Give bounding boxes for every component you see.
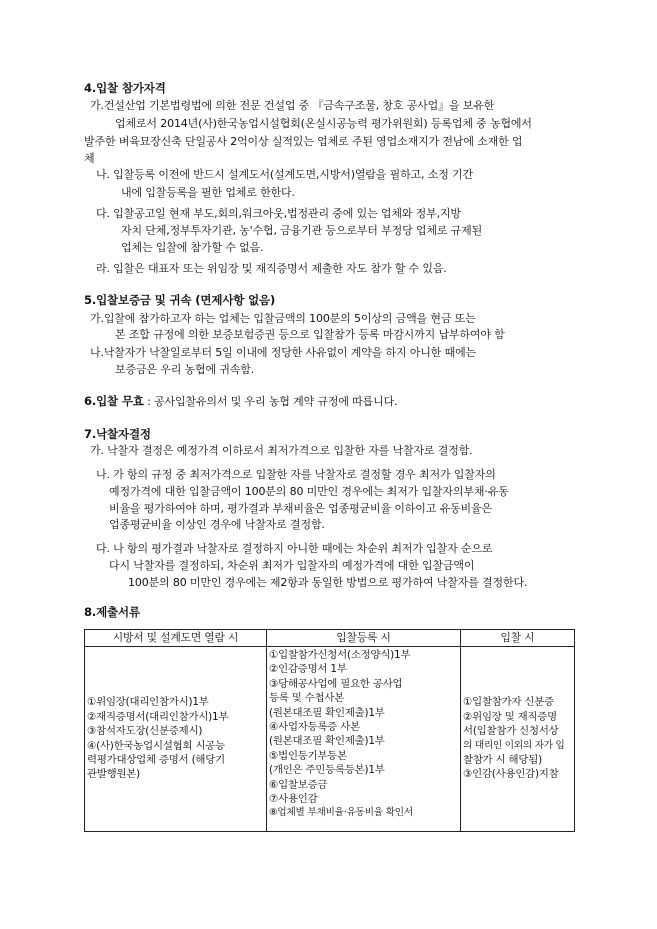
section-5-na-line-1: 나.낙찰자가 낙찰일로부터 5일 이내에 정당한 사유없이 계약을 하지 아니한 때에는 [90,346,477,359]
section-6-text: : 공사입찰유의서 및 우리 농협 계약 규정에 따릅니다. [143,395,398,408]
list-item: (개인은 주민등록등본)1부 [269,764,385,777]
list-item: 관발행원본) [87,768,141,781]
section-4-ga-line-4: 체 [84,152,95,165]
cell-bid-registration [267,647,461,832]
header-bid-registration: 입찰등록 시 [267,630,461,647]
section-4-ga-line-1: 가.건설산업 기본법령법에 의한 전문 건설업 중 『금속구조물, 창호 공사업』을 보유한 [90,99,495,112]
section-4-ga-line-2: 업체로서 2014년(사)한국농업시설협회(온실시공능력 평가위원회) 등록업체 중 농협에서 [115,117,532,130]
list-item: ③당해공사업에 필요한 공사업 [269,677,403,690]
section-7-da-line-3: 100분의 80 미만인 경우에는 제2항과 동일한 방법으로 평가하여 낙찰자를 결정한다. [128,576,528,589]
section-8-title: 8.제출서류 [84,605,140,619]
list-item: ①위임장(대리인참가시)1부 [87,696,209,709]
section-4-da-line-2: 자치 단체,정부투자기관, 농'수협, 금융기관 등으로부터 부정당 업체로 규제된 [121,224,483,237]
section-4-ga-line-3: 발주한 벼육묘장신축 단일공사 2억이상 실적있는 업체로 주된 영업소재지가 전남에 소재한 업 [84,135,523,148]
section-7-ga-line: 가. 낙찰자 결정은 예정가격 이하로서 최저가격으로 입찰한 자를 낙찰자로 결정함. [90,444,473,457]
list-item: ③참석자도장(신분증제시) [87,725,203,738]
header-bidding: 입찰 시 [461,630,575,647]
list-item: (원본대조필 확인제출)1부 [269,706,385,719]
section-4-da-line-3: 업체는 입찰에 참가할 수 없음. [121,241,264,254]
list-item: ⑧업체별 부채비율·유동비율 확인서 [269,807,413,819]
table-header-row [85,630,575,647]
table-row [85,647,575,832]
section-6-line [84,394,397,409]
submission-documents-table [84,629,575,832]
section-5-ga-line-1: 가.입찰에 참가하고자 하는 업체는 입찰금액의 100분의 5이상의 금액을 현금 또는 [90,312,476,325]
section-4-na-line-2: 내에 입찰등록을 필한 업체로 한한다. [121,186,295,199]
section-7-da-line-1: 다. 나 항의 평가결과 낙찰자로 결정하지 아니한 때에는 차순위 최저가 입찰자 순으로 [96,542,493,555]
header-document-viewing: 시방서 및 설계도면 열람 시 [85,630,267,647]
section-4-ra-line: 라. 입찰은 대표자 또는 위임장 및 재직증명서 제출한 자도 참가 할 수 있음. [96,262,447,275]
section-5-ga-line-2: 본 조합 규정에 의한 보증보험증권 등으로 입찰참가 등록 마감시까지 납부하여야 함 [115,328,505,341]
submission-documents-table-wrap [84,629,574,832]
list-item: ③인감(사용인감)지참 [463,768,559,781]
list-item: ⑦사용인감 [269,793,318,806]
section-5-na-line-2: 보증금은 우리 농협에 귀속함. [115,363,255,376]
list-item: ④사업자등록증 사본 [269,721,360,734]
list-item: ④(사)한국농업시설협회 시공능 [87,739,225,752]
section-6-title: 6.입찰 무효 [84,394,144,408]
list-item: 의 대리인 이외의 자가 입 [463,739,565,751]
cell-bidding [461,647,575,832]
section-7-na-line-3: 비율을 평가하여야 하며, 평가결과 부채비율은 업종평균비율 이하이고 유동비율은 [109,502,492,515]
section-7-na-line-1: 나. 가 항의 규정 중 최저가격으로 입찰한 자를 낙찰자로 결정할 경우 최저가 입찰자의 [96,468,496,481]
list-item: 력평가대상업체 증명서 (해당기 [87,753,225,766]
section-7-da-line-2: 다시 낙찰자를 결정하되, 차순위 최저가 입찰자의 예정가격에 대한 입찰금액이 [109,559,475,572]
list-item: ②인감증명서 1부 [269,663,347,676]
list-item: 찰참가 시 해당됨) [463,753,542,766]
section-7-na-line-4: 업종평균비율 이상인 경우에 낙찰자로 결정함. [109,518,325,531]
section-5-title: 5.입찰보증금 및 귀속 (면제사항 없음) [84,293,276,307]
list-item: ①입찰참가자 신분증 [463,696,554,709]
section-7-title: 7.낙찰자결정 [84,427,151,441]
list-item: ⑤법인등기부등본 [269,749,347,762]
section-4-da-line-1: 다. 입찰공고일 현재 부도,회의,워크아웃,법정관리 중에 있는 업체와 정부,지방 [96,207,461,220]
list-item: 등록 및 수첩사본 [269,692,345,705]
list-item: (원본대조필 확인제출)1부 [269,735,385,748]
section-7-na-line-2: 예정가격에 대한 입찰금액이 100분의 80 미만인 경우에는 최저가 입찰자의부채·유동 [109,485,509,498]
cell-document-viewing [85,647,267,832]
list-item: ⑥입찰보증금 [269,778,328,791]
list-item: ②재직증명서(대리인참가시)1부 [87,710,229,723]
section-4-title: 4.입찰 참가자격 [84,81,166,95]
list-item: 서(입찰참가 신청서상 [463,725,559,738]
section-4-na-line-1: 나. 입찰등록 이전에 반드시 설계도서(설계도면,시방서)열람을 필하고, 소정 기간 [96,168,473,181]
list-item: ①입찰참가신청서(소정양식)1부 [269,649,411,661]
list-item: ②위임장 및 재직증명 [463,710,558,723]
